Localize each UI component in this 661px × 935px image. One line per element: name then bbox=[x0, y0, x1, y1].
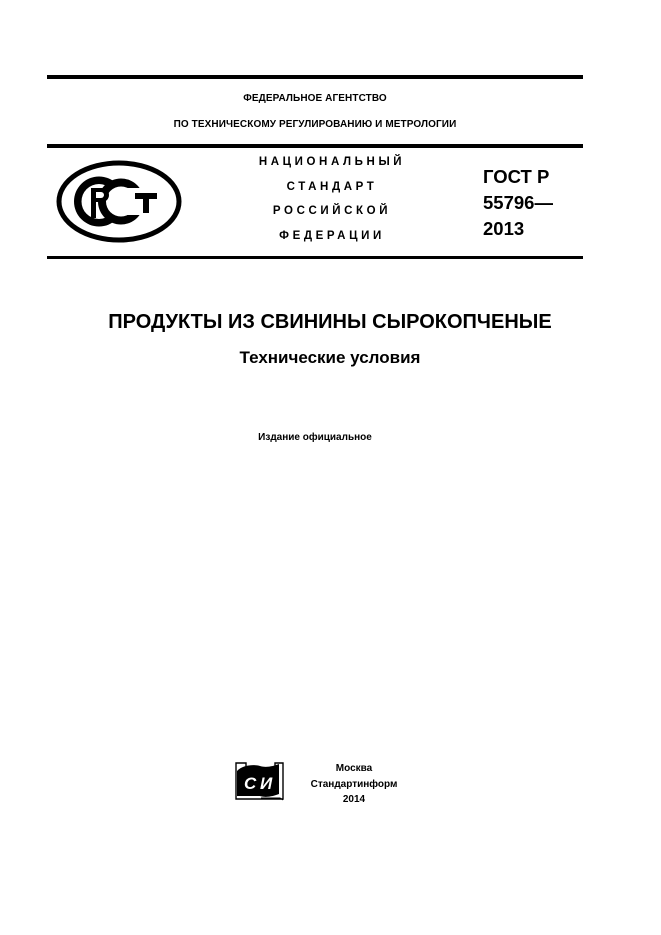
top-thick-rule bbox=[47, 75, 583, 79]
imprint-publisher: Стандартинформ bbox=[310, 778, 398, 790]
standard-line-3: РОССИЙСКОЙ bbox=[272, 205, 392, 217]
gost-r-logo-icon bbox=[55, 160, 183, 243]
gost-number bbox=[483, 164, 583, 242]
standard-line-4: ФЕДЕРАЦИИ bbox=[279, 229, 385, 242]
gost-number-line-3: 2013 bbox=[483, 218, 525, 239]
header-divider-rule bbox=[47, 144, 583, 148]
imprint bbox=[300, 761, 408, 808]
standard-line-1: НАЦИОНАЛЬНЫЙ bbox=[258, 156, 406, 168]
svg-text:С: С bbox=[244, 774, 257, 793]
svg-text:И: И bbox=[260, 774, 273, 793]
document-subtitle: Технические условия bbox=[239, 348, 421, 367]
imprint-city: Москва bbox=[335, 763, 373, 774]
document-title: ПРОДУКТЫ ИЗ СВИНИНЫ СЫРОКОПЧЕНЫЕ bbox=[108, 311, 552, 333]
gost-number-line-2: 55796— bbox=[483, 192, 553, 213]
imprint-year: 2014 bbox=[342, 794, 366, 805]
agency-line-2: ПО ТЕХНИЧЕСКОМУ РЕГУЛИРОВАНИЮ И МЕТРОЛОГИИ bbox=[173, 119, 457, 130]
standartinform-logo-icon bbox=[234, 761, 285, 801]
agency-line-1: ФЕДЕРАЛЬНОЕ АГЕНТСТВО bbox=[243, 93, 387, 104]
standard-line-2: СТАНДАРТ bbox=[286, 180, 378, 193]
national-standard-label bbox=[238, 152, 426, 250]
edition-note: Издание официальное bbox=[258, 432, 372, 443]
header-bottom-rule bbox=[47, 256, 583, 259]
gost-number-line-1: ГОСТ Р bbox=[483, 166, 550, 187]
